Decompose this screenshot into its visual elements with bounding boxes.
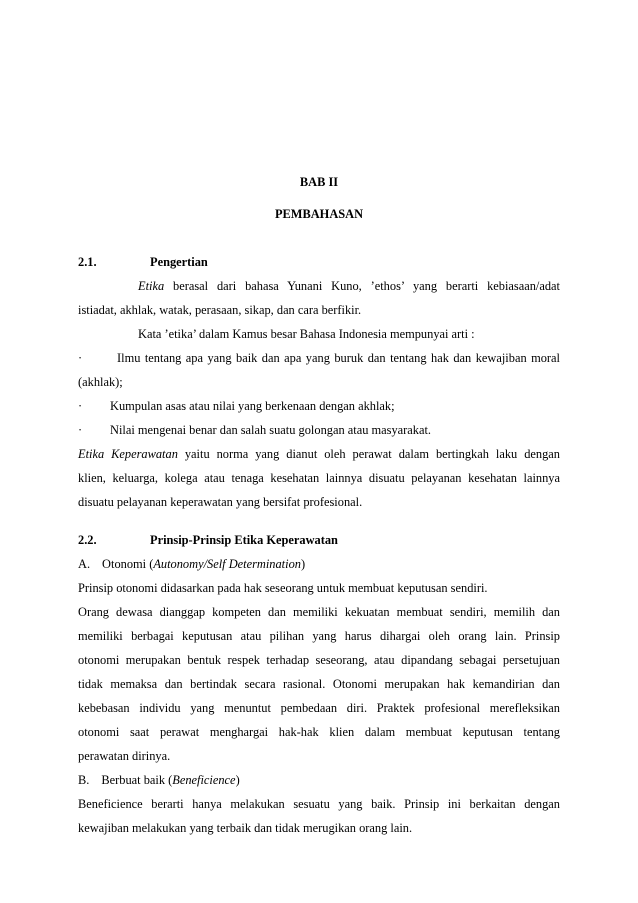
chapter-subtitle: PEMBAHASAN [274,207,364,221]
bullet-symbol: · [78,423,83,437]
paragraph-line: disuatu pelayanan keperawatan yang bersifat profesional. [78,495,363,509]
bullet-item: Nilai mengenai benar dan salah suatu golongan atau masyarakat. [110,423,432,437]
subsection-label: A. [78,557,91,571]
bullet-item-continuation: (akhlak); [78,375,123,389]
paragraph-line: Etika Keperawatan yaitu norma yang dianut oleh perawat dalam bertingkah laku dengan [78,447,560,461]
paragraph-line: otonomi saat perawat menghargai hak-hak klien dalam membuat keputusan tentang [78,725,560,739]
section-title: Pengertian [150,255,208,269]
section-number: 2.2. [78,533,97,547]
paragraph-line: tidak memaksa dan bertindak secara rasional. Otonomi merupakan hak kemandirian dan [78,677,560,691]
paragraph-line: Etika berasal dari bahasa Yunani Kuno, ’ethos’ yang berarti kebiasaan/adat [138,279,560,293]
bullet-item: Ilmu tentang apa yang baik dan apa yang buruk dan tentang hak dan kewajiban moral [117,351,560,365]
paragraph-line: Kata ’etika’ dalam Kamus besar Bahasa Indonesia mempunyai arti : [138,327,475,341]
paragraph-line: Orang dewasa dianggap kompeten dan memiliki kekuatan membuat sendiri, memilih dan [78,605,560,619]
subsection-label: B. [78,773,90,787]
paragraph-line: Prinsip otonomi didasarkan pada hak seseorang untuk membuat keputusan sendiri. [78,581,488,595]
term-italic: Etika [138,279,165,293]
paragraph-line: Beneficience berarti hanya melakukan sesuatu yang baik. Prinsip ini berkaitan dengan [78,797,560,811]
section-number: 2.1. [78,255,97,269]
section-title: Prinsip-Prinsip Etika Keperawatan [150,533,338,547]
paragraph-line: otonomi merupakan bentuk respek terhadap seseorang, atau dipandang sebagai persetujuan [78,653,560,667]
chapter-title: BAB II [299,175,339,189]
bullet-symbol: · [78,399,83,413]
bullet-symbol: · [78,351,83,365]
bullet-item: Kumpulan asas atau nilai yang berkenaan dengan akhlak; [110,399,395,413]
subsection-heading: A. Otonomi (Autonomy/Self Determination) [78,557,306,571]
paragraph-line: kewajiban melakukan yang terbaik dan tidak merugikan orang lain. [78,821,413,835]
paragraph-line: perawatan dirinya. [78,749,171,763]
paragraph-line: kebebasan individu yang menuntut pembedaan diri. Praktek profesional merefleksikan [78,701,560,715]
paragraph-line: memiliki berbagai keputusan atau pilihan yang harus dihargai oleh orang lain. Prinsip [78,629,560,643]
paragraph-line: istiadat, akhlak, watak, perasaan, sikap, dan cara berfikir. [78,303,362,317]
subsection-heading: B. Berbuat baik (Beneficience) [78,773,240,787]
paragraph-line: klien, keluarga, kolega atau tenaga kesehatan lainnya disuatu pelayanan kesehatan lainnya [78,471,560,485]
term-italic: Etika Keperawatan [78,447,178,461]
